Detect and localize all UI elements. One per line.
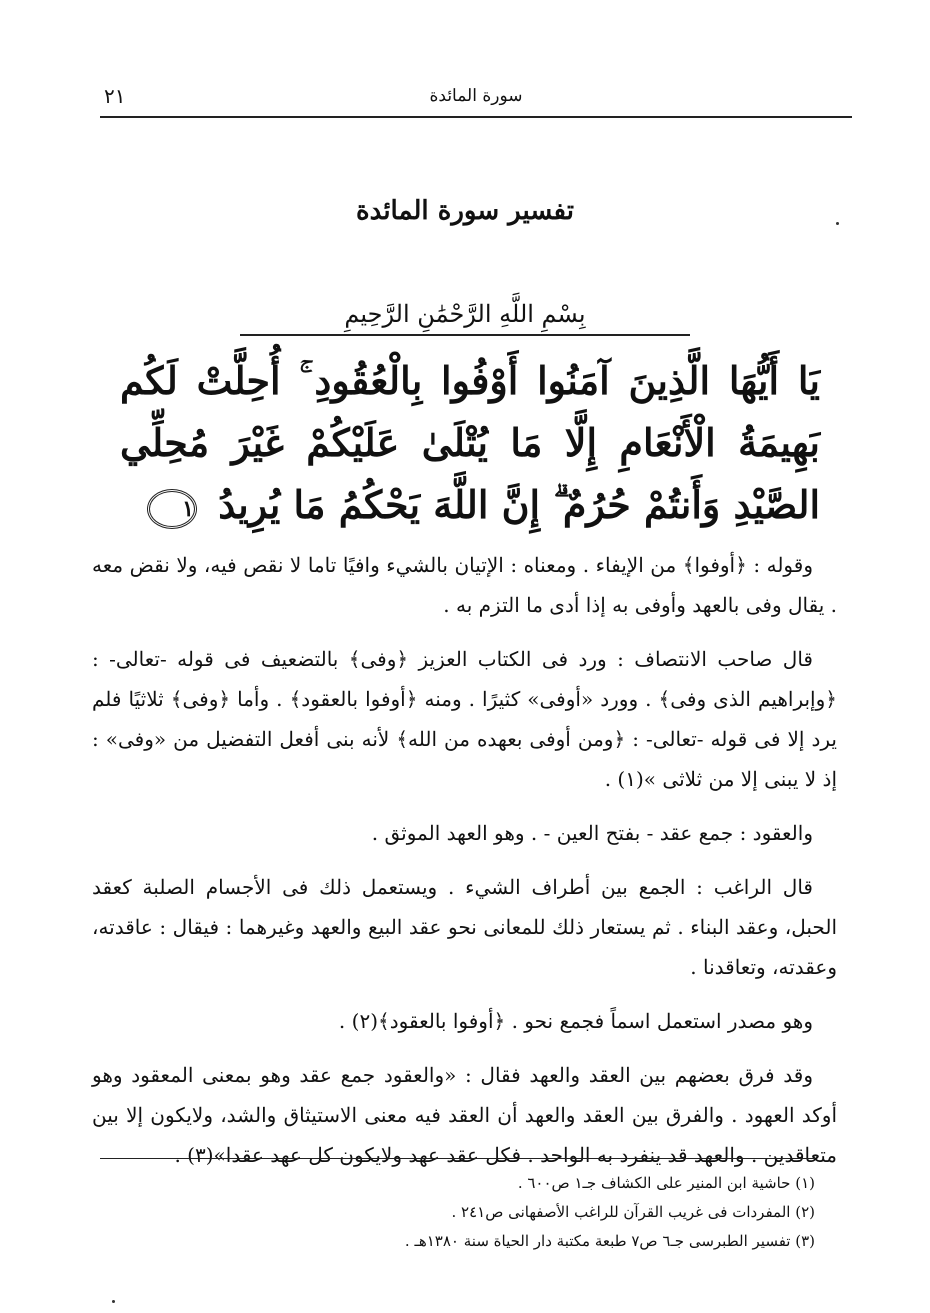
paragraph: وقوله : ﴿أوفوا﴾ من الإيفاء . ومعناه : الإتيان بالشيء وافيًا تاما لا نقص فيه، ولا نقض معه . يقال وفى بالعهد وأوفى به إذا أدى ما التزم به .	[92, 553, 837, 617]
page-header	[100, 82, 852, 118]
scan-speck	[836, 222, 839, 225]
footnote: (٣) تفسير الطبرسى جـ٦ ص٧ طبعة مكتبة دار الحياة سنة ١٣٨٠هـ .	[404, 1232, 815, 1250]
quran-verse	[120, 350, 820, 536]
basmala: بِسْمِ اللَّهِ الرَّحْمَٰنِ الرَّحِيمِ	[240, 298, 690, 336]
paragraph: وقد فرق بعضهم بين العقد والعهد فقال : «والعقود جمع عقد وهو بمعنى المعقود وهو أوكد العهود . والفرق بين العقد والعهد أن العقد فيه معنى الاستيثاق والشد، ولايكون إلا بين متعاقدين . والعهد قد ينفرد به الواحد . فكل عقد عهد ولايكون كل عهد عقدا»(٣) .	[92, 1063, 837, 1167]
sura-title: تفسير سورة المائدة	[356, 196, 574, 226]
ayah-number-marker: ١	[147, 489, 197, 529]
paragraph: قال صاحب الانتصاف : ورد فى الكتاب العزيز ﴿وفى﴾ بالتضعيف فى قوله -تعالى- : ﴿وإبراهيم الذى وفى﴾ . وورد «أوفى» كثيرًا . ومنه ﴿أوفوا بالعقود﴾ . وأما ﴿وفى﴾ ثلاثيًا فلم يرد إلا فى قوله -تعالى- : ﴿ومن أوفى بعهده من الله﴾ لأنه بنى أفعل التفضيل من «وفى» : إذ لا يبنى إلا من ثلاثى »(١) .	[92, 647, 837, 791]
footnote: (١) حاشية ابن المنير على الكشاف جـ١ ص٦٠٠ .	[517, 1174, 815, 1192]
page-number: ٢١	[104, 84, 126, 108]
paragraph: والعقود : جمع عقد - بفتح العين - . وهو العهد الموثق .	[371, 821, 813, 845]
commentary-body	[92, 545, 837, 1189]
paragraph: قال الراغب : الجمع بين أطراف الشيء . ويستعمل ذلك فى الأجسام الصلبة كعقد الحبل، وعقد البناء . ثم يستعار ذلك للمعانى نحو عقد البيع والعهد وغيرهما : فيقال : عاقدته، وعقدته، وتعاقدنا .	[92, 875, 837, 979]
verse-text: يَا أَيُّهَا الَّذِينَ آمَنُوا أَوْفُوا بِالْعُقُودِ ۚ أُحِلَّتْ لَكُم بَهِيمَةُ الْأَنْعَامِ إِلَّا مَا يُتْلَىٰ عَلَيْكُمْ غَيْرَ مُحِلِّي الصَّيْدِ وَأَنتُمْ حُرُمٌ ۗ إِنَّ اللَّهَ يَحْكُمُ مَا يُرِيدُ	[120, 358, 820, 527]
paragraph: وهو مصدر استعمل اسماً فجمع نحو . ﴿أوفوا بالعقود﴾(٢) .	[338, 1009, 813, 1033]
footnotes	[100, 1158, 815, 1256]
footnote: (٢) المفردات فى غريب القرآن للراغب الأصفهانى ص٢٤١ .	[451, 1203, 815, 1221]
running-title: سورة المائدة	[429, 86, 523, 106]
scan-speck	[112, 1300, 115, 1303]
